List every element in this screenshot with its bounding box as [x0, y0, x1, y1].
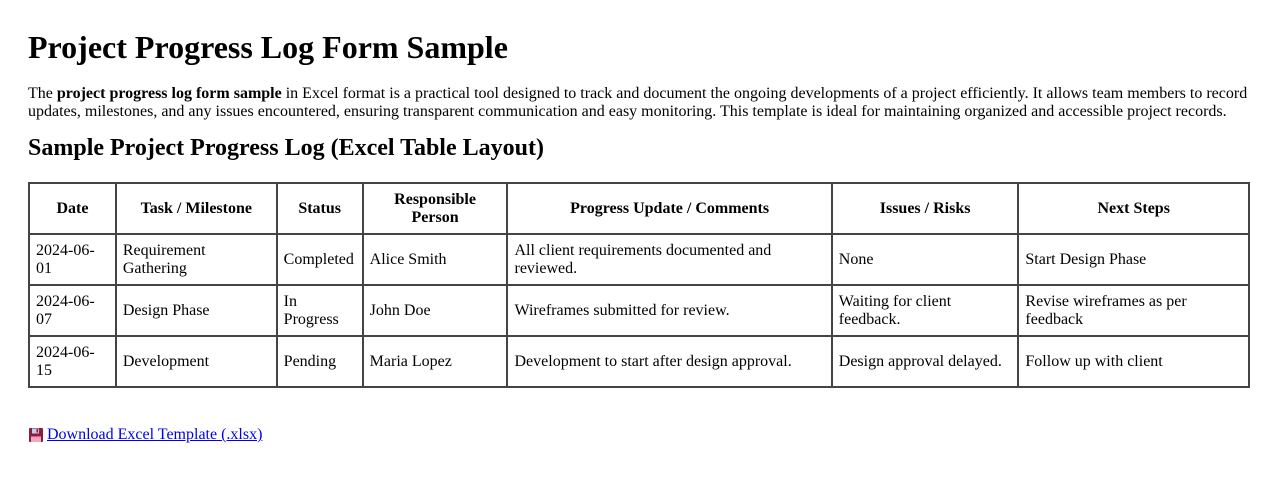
- header-progress: Progress Update / Comments: [507, 183, 831, 234]
- intro-paragraph: [28, 85, 1250, 121]
- header-issues: Issues / Risks: [832, 183, 1019, 234]
- download-label: Download Excel Template (.xlsx): [47, 426, 263, 443]
- cell-issues: None: [832, 234, 1019, 285]
- table-row: [29, 234, 1249, 285]
- cell-next-steps: Follow up with client: [1018, 336, 1249, 387]
- cell-responsible: Maria Lopez: [363, 336, 508, 387]
- cell-next-steps: Start Design Phase: [1018, 234, 1249, 285]
- table-header-row: [29, 183, 1249, 234]
- cell-responsible: Alice Smith: [363, 234, 508, 285]
- section-title: Sample Project Progress Log (Excel Table Layout): [28, 135, 544, 161]
- cell-progress: All client requirements documented and reviewed.: [507, 234, 831, 285]
- cell-date: 2024-06-07: [29, 285, 116, 336]
- cell-responsible: John Doe: [363, 285, 508, 336]
- header-task: Task / Milestone: [116, 183, 277, 234]
- header-responsible: Responsible Person: [363, 183, 508, 234]
- download-excel-link[interactable]: [28, 426, 262, 444]
- intro-prefix: The: [28, 85, 57, 102]
- cell-date: 2024-06-15: [29, 336, 116, 387]
- cell-progress: Development to start after design approval.: [507, 336, 831, 387]
- cell-next-steps: Revise wireframes as per feedback: [1018, 285, 1249, 336]
- header-next-steps: Next Steps: [1018, 183, 1249, 234]
- header-date: Date: [29, 183, 116, 234]
- intro-bold-term: project progress log form sample: [56, 85, 282, 102]
- floppy-disk-icon: [28, 427, 44, 443]
- table-row: [29, 285, 1249, 336]
- cell-task: Requirement Gathering: [116, 234, 277, 285]
- cell-status: In Progress: [277, 285, 363, 336]
- cell-status: Pending: [277, 336, 363, 387]
- table-row: [29, 336, 1249, 387]
- cell-status: Completed: [277, 234, 363, 285]
- cell-task: Development: [116, 336, 277, 387]
- progress-log-table: [28, 182, 1250, 388]
- intro-suffix: in Excel format is a practical tool designed to track and document the ongoing developments of a project efficiently. It allows team members to record updates, milestones, and any issues encountered, ensuring transparent communication and easy monitoring. This template is ideal for maintaining organized and accessible project records.: [28, 85, 1248, 120]
- cell-issues: Design approval delayed.: [832, 336, 1019, 387]
- cell-progress: Wireframes submitted for review.: [507, 285, 831, 336]
- header-status: Status: [277, 183, 363, 234]
- cell-task: Design Phase: [116, 285, 277, 336]
- cell-issues: Waiting for client feedback.: [832, 285, 1019, 336]
- page-title: Project Progress Log Form Sample: [28, 29, 508, 65]
- cell-date: 2024-06-01: [29, 234, 116, 285]
